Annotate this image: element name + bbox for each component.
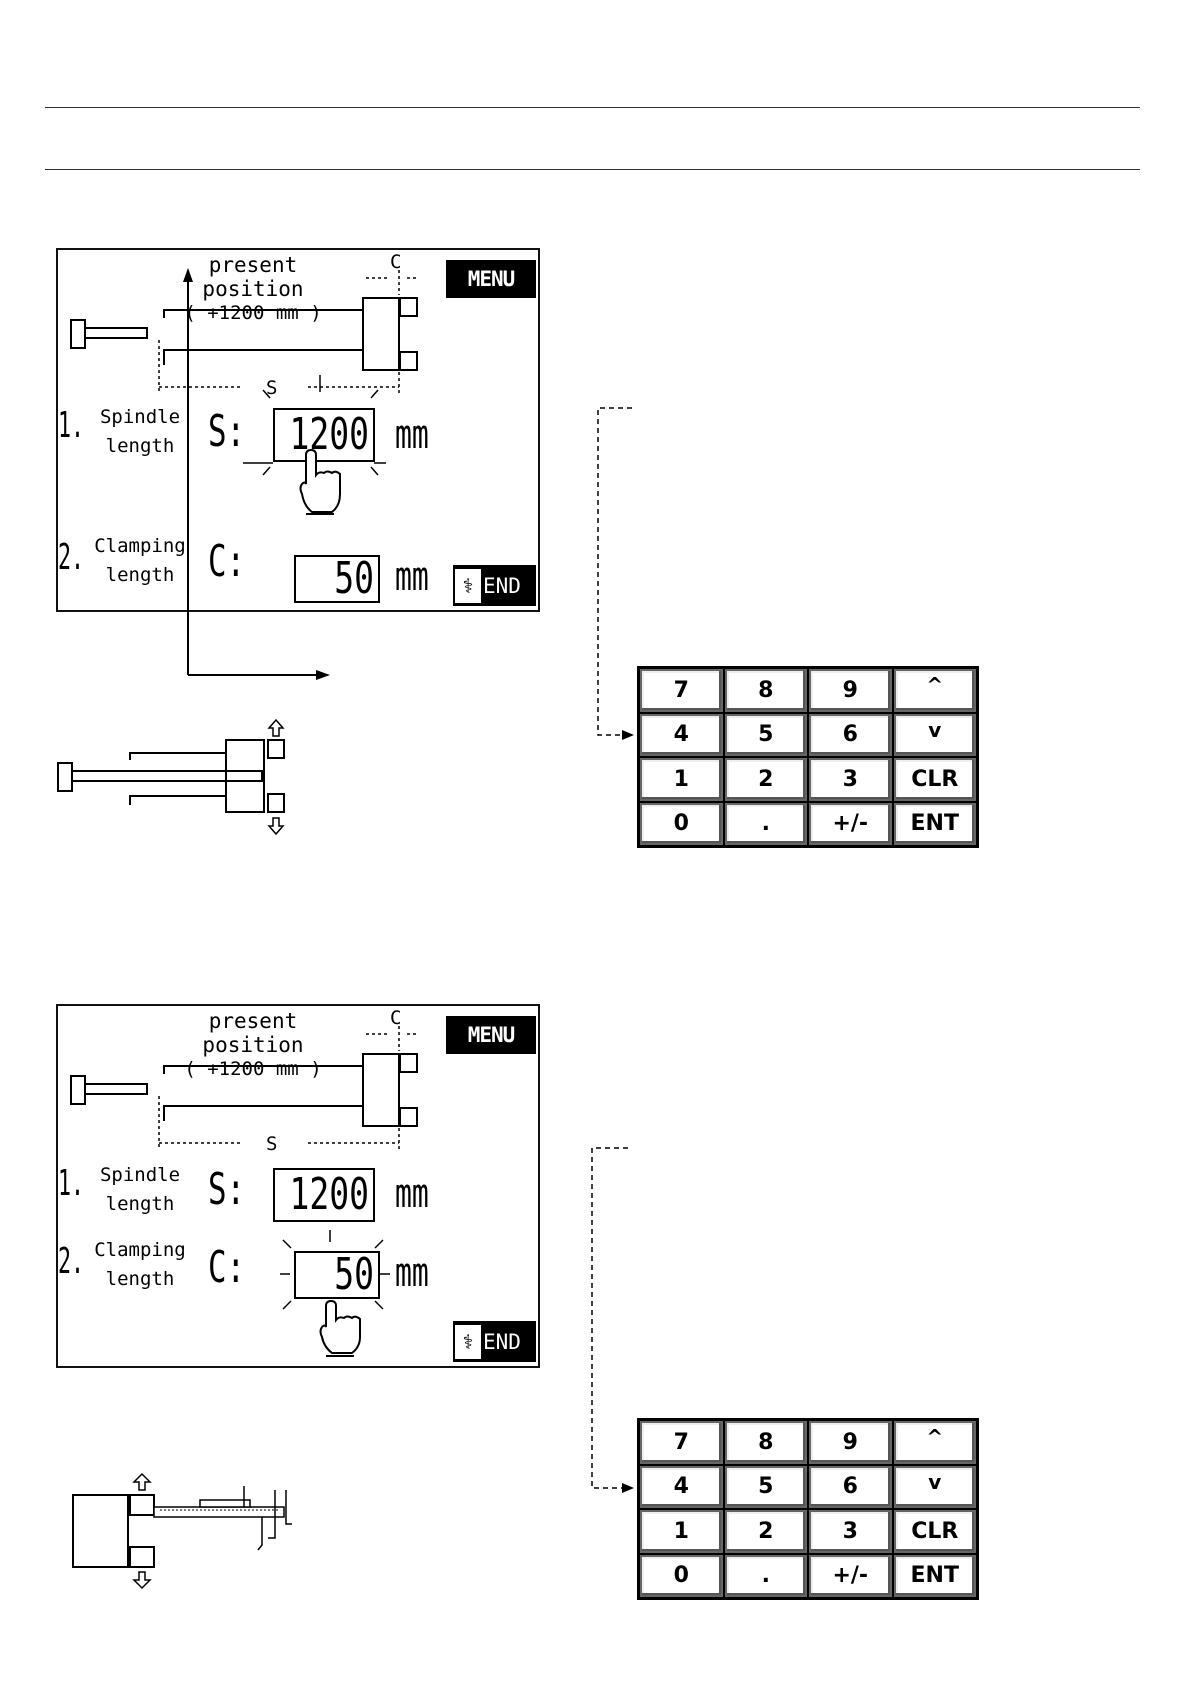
key-down-icon[interactable]: v bbox=[894, 714, 977, 757]
panel1-row2-unit: mm bbox=[395, 554, 429, 600]
key-2[interactable]: 2 bbox=[725, 1510, 808, 1553]
panel2-row1-unit: mm bbox=[395, 1171, 429, 1217]
keypad-2 bbox=[637, 1418, 979, 1600]
key-ent[interactable]: ENT bbox=[894, 1555, 977, 1598]
panel2-spindle-length-field[interactable]: 1200 bbox=[273, 1168, 375, 1222]
key-7[interactable]: 7 bbox=[640, 1421, 723, 1464]
panel2-row2-index: 2. bbox=[58, 1241, 85, 1282]
panel2-clamping-length-field[interactable]: 50 bbox=[294, 1251, 380, 1299]
panel1-row1-unit: mm bbox=[395, 412, 429, 458]
key-up-icon[interactable]: ^ bbox=[894, 669, 977, 712]
key-6[interactable]: 6 bbox=[809, 714, 892, 757]
panel2-row2-unit: mm bbox=[395, 1250, 429, 1296]
panel2-row2-label: Clamping length bbox=[94, 1239, 186, 1290]
panel1-row1-label: Spindle length bbox=[99, 406, 181, 457]
panel2-present-position-label: present position bbox=[202, 1009, 304, 1057]
panel1-row2-letter: C: bbox=[208, 536, 246, 587]
panel1-present-position-value: ( +1200 mm ) bbox=[184, 302, 322, 324]
end-runner-icon: ⚕ bbox=[455, 1325, 481, 1359]
panel2-menu-button[interactable]: MENU bbox=[446, 1016, 536, 1054]
key-dot[interactable]: . bbox=[725, 1555, 808, 1598]
key-2[interactable]: 2 bbox=[725, 758, 808, 801]
key-8[interactable]: 8 bbox=[725, 1421, 808, 1464]
key-9[interactable]: 9 bbox=[809, 1421, 892, 1464]
panel1-spindle-length-field[interactable]: 1200 bbox=[273, 408, 375, 462]
end-runner-icon: ⚕ bbox=[455, 569, 481, 603]
panel1-s-marker: S bbox=[266, 377, 278, 399]
key-dot[interactable]: . bbox=[725, 803, 808, 846]
panel1-clamping-length-field[interactable]: 50 bbox=[294, 555, 380, 603]
panel1-end-button[interactable]: ⚕ END bbox=[453, 565, 536, 606]
panel1-menu-button[interactable]: MENU bbox=[446, 260, 536, 298]
panel2-row1-letter: S: bbox=[208, 1164, 246, 1215]
key-1[interactable]: 1 bbox=[640, 1510, 723, 1553]
panel1-c-marker: C bbox=[390, 251, 402, 273]
key-5[interactable]: 5 bbox=[725, 1466, 808, 1509]
key-plus-minus[interactable]: +/- bbox=[809, 803, 892, 846]
panel2-s-marker: S bbox=[266, 1133, 278, 1155]
panel1-row1-index: 1. bbox=[58, 405, 85, 446]
key-clr[interactable]: CLR bbox=[894, 1510, 977, 1553]
key-up-icon[interactable]: ^ bbox=[894, 1421, 977, 1464]
panel1-row2-index: 2. bbox=[58, 537, 85, 578]
panel1-row2-label: Clamping length bbox=[94, 535, 186, 586]
key-3[interactable]: 3 bbox=[809, 1510, 892, 1553]
key-6[interactable]: 6 bbox=[809, 1466, 892, 1509]
key-ent[interactable]: ENT bbox=[894, 803, 977, 846]
key-down-icon[interactable]: v bbox=[894, 1466, 977, 1509]
key-4[interactable]: 4 bbox=[640, 1466, 723, 1509]
panel1-row1-letter: S: bbox=[208, 406, 246, 457]
key-0[interactable]: 0 bbox=[640, 1555, 723, 1598]
panel2-c-marker: C bbox=[390, 1007, 402, 1029]
key-7[interactable]: 7 bbox=[640, 669, 723, 712]
key-9[interactable]: 9 bbox=[809, 669, 892, 712]
key-8[interactable]: 8 bbox=[725, 669, 808, 712]
key-0[interactable]: 0 bbox=[640, 803, 723, 846]
panel2-row1-label: Spindle length bbox=[99, 1164, 181, 1215]
panel2-end-button[interactable]: ⚕ END bbox=[453, 1321, 536, 1362]
panel2-row1-index: 1. bbox=[58, 1163, 85, 1204]
key-5[interactable]: 5 bbox=[725, 714, 808, 757]
key-4[interactable]: 4 bbox=[640, 714, 723, 757]
panel2-row2-letter: C: bbox=[208, 1242, 246, 1293]
key-plus-minus[interactable]: +/- bbox=[809, 1555, 892, 1598]
key-clr[interactable]: CLR bbox=[894, 758, 977, 801]
panel2-present-position-value: ( +1200 mm ) bbox=[184, 1058, 322, 1080]
key-1[interactable]: 1 bbox=[640, 758, 723, 801]
key-3[interactable]: 3 bbox=[809, 758, 892, 801]
panel1-present-position-label: present position bbox=[202, 253, 304, 301]
